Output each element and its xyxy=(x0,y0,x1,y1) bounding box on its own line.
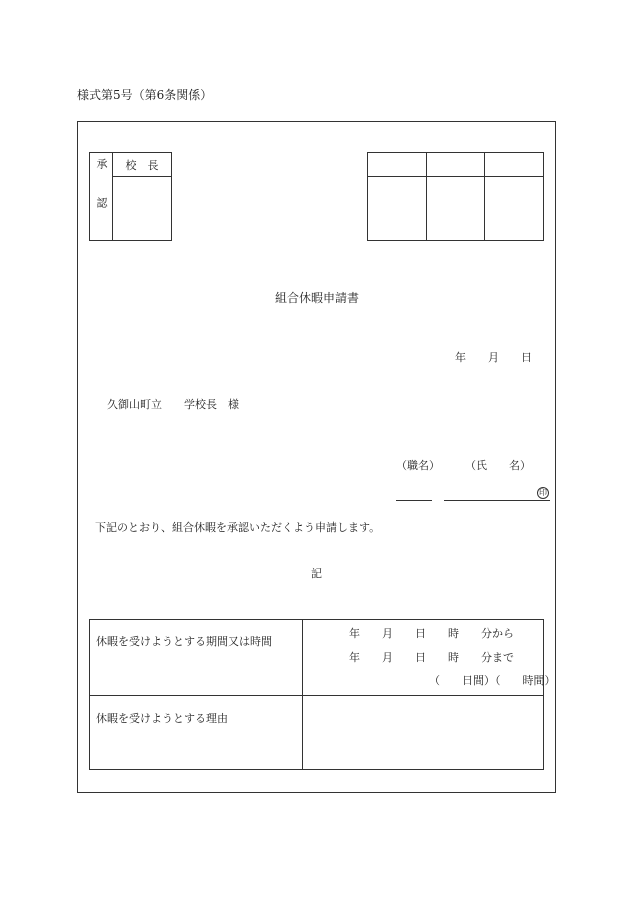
position-field[interactable] xyxy=(396,500,432,501)
principal-label: 校 長 xyxy=(113,153,172,177)
body-text: 下記のとおり、組合休暇を承認いただくよう申請します。 xyxy=(95,521,381,534)
addressee: 久御山町立 学校長 様 xyxy=(107,398,239,411)
period-label: 休暇を受けようとする期間又は時間 xyxy=(90,620,303,696)
period-total: （ 日間）（ 時間） xyxy=(429,674,556,687)
period-from: 年 月 日 時 分から xyxy=(349,627,514,640)
stamp-cell[interactable] xyxy=(368,177,427,241)
seal-mark: 印 xyxy=(539,488,547,497)
stamp-cell[interactable] xyxy=(485,177,544,241)
approval-side-label: 承認 xyxy=(90,153,113,241)
reason-field[interactable] xyxy=(303,696,544,770)
date-line[interactable]: 年 月 日 xyxy=(455,351,532,364)
period-cell[interactable] xyxy=(303,620,556,696)
period-to: 年 月 日 時 分まで xyxy=(349,651,514,664)
details-table xyxy=(89,619,556,770)
position-label: （職名） xyxy=(396,459,440,472)
stamp-header-cell xyxy=(426,153,485,177)
name-label: （氏 名） xyxy=(465,459,531,472)
reason-label: 休暇を受けようとする理由 xyxy=(90,696,303,770)
document-title: 組合休暇申請書 xyxy=(275,291,360,305)
stamp-header-cell xyxy=(485,153,544,177)
form-number: 様式第5号（第6条関係） xyxy=(77,88,213,102)
approval-box xyxy=(89,152,172,241)
principal-stamp-cell[interactable] xyxy=(113,177,172,241)
stamp-header-cell xyxy=(368,153,427,177)
name-field[interactable] xyxy=(444,500,550,501)
note-heading: 記 xyxy=(311,567,322,580)
stamp-cell[interactable] xyxy=(426,177,485,241)
stamp-grid xyxy=(367,152,544,241)
